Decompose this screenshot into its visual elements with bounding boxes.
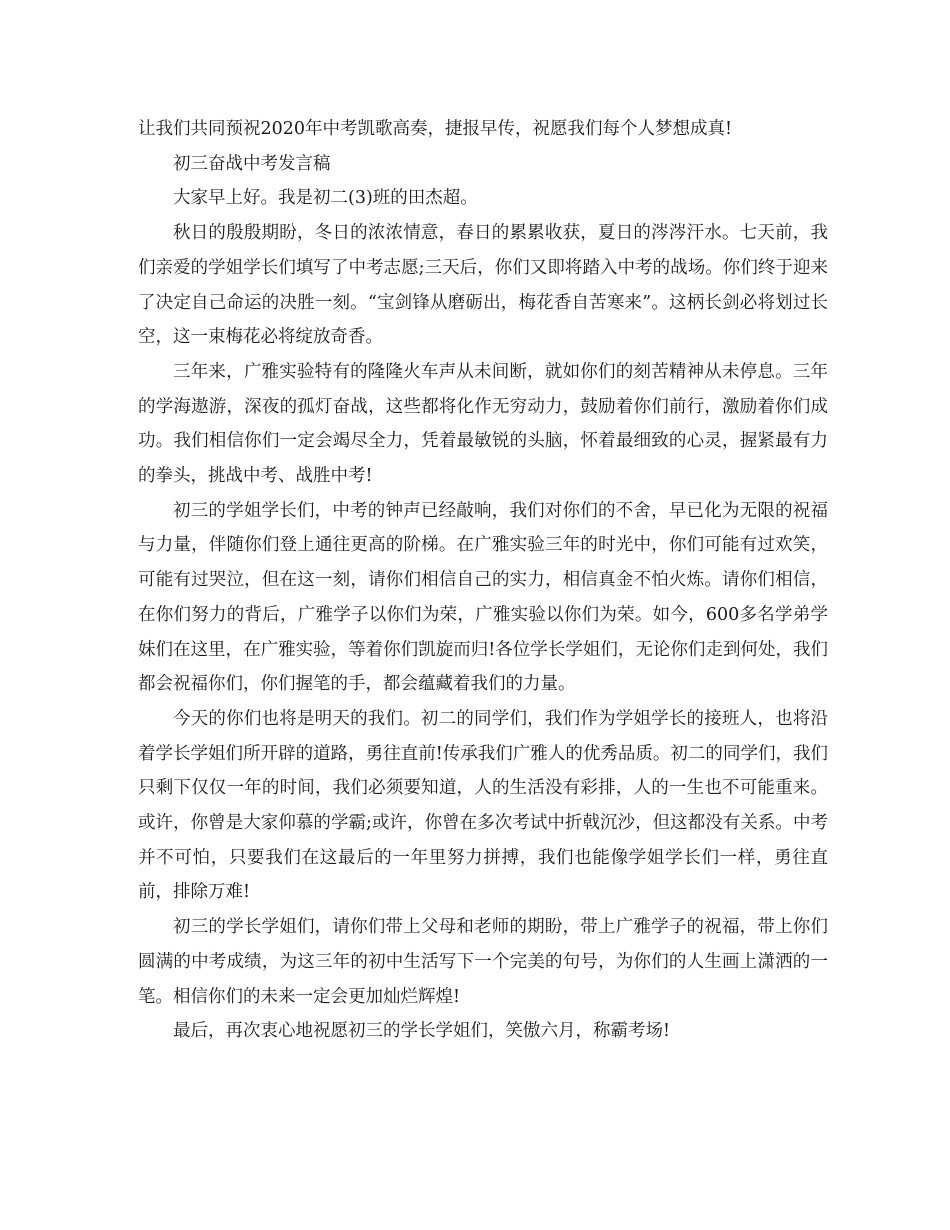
paragraph-blessing: 初三的学长学姐们，请你们带上父母和老师的期盼，带上广雅学子的祝福，带上你们圆满的中考成绩，为这三年的初中生活写下一个完美的句号，为你们的人生画上潇洒的一笔。相信你们的未来一定会更加灿烂辉煌! — [138, 917, 828, 1007]
paragraph-closing-wish: 让我们共同预祝2020年中考凯歌高奏，捷报早传，祝愿我们每个人梦想成真! — [138, 119, 733, 139]
greeting-paragraph: 大家早上好。我是初二(3)班的田杰超。 — [173, 188, 478, 209]
paragraph-final: 最后，再次衷心地祝愿初三的学长学姐们，笑傲六月，称霸考场! — [173, 1021, 671, 1042]
paragraph-seniors: 初三的学姐学长们，中考的钟声已经敲响，我们对你们的不舍，早已化为无限的祝福与力量，伴随你们登上通往更高的阶梯。在广雅实验三年的时光中，你们可能有过欢笑，可能有过哭泣，但在这一刻，请你们相信自己的实力，相信真金不怕火炼。请你们相信，在你们努力的背后，广雅学子以你们为荣，广雅实验以你们为荣。如今，600多名学弟学妹们在这里，在广雅实验，等着你们凯旋而归!各位学长学姐们，无论你们走到何处，我们都会祝福你们，你们握笔的手，都会蕴藏着我们的力量。 — [138, 500, 828, 695]
document-page — [138, 112, 828, 1049]
paragraph-grade-two: 今天的你们也将是明天的我们。初二的同学们，我们作为学姐学长的接班人，也将沿着学长学姐们所开辟的道路，勇往直前!传承我们广雅人的优秀品质。初二的同学们，我们只剩下仅仅一年的时间，我们必须要知道，人的生活没有彩排，人的一生也不可能重来。或许，你曾是大家仰慕的学霸;或许，你曾在多次考试中折戟沉沙，但这都没有关系。中考并不可怕，只要我们在这最后的一年里努力拼搏，我们也能像学姐学长们一样，勇往直前，排除万难! — [138, 708, 828, 903]
paragraph-three-years: 三年来，广雅实验特有的隆隆火车声从未间断，就如你们的刻苦精神从未停息。三年的学海遨游，深夜的孤灯奋战，这些都将化作无穷动力，鼓励着你们前行，激励着你们成功。我们相信你们一定会竭尽全力，凭着最敏锐的头脑，怀着最细致的心灵，握紧最有力的拳头，挑战中考、战胜中考! — [138, 361, 828, 487]
paragraph-seasons: 秋日的殷殷期盼，冬日的浓浓情意，春日的累累收获，夏日的涔涔汗水。七天前，我们亲爱的学姐学长们填写了中考志愿;三天后，你们又即将踏入中考的战场。你们终于迎来了决定自己命运的决胜一刻。“宝剑锋从磨砺出，梅花香自苦寒来”。这柄长剑必将划过长空，这一束梅花必将绽放奇香。 — [138, 223, 828, 348]
speech-title: 初三奋战中考发言稿 — [173, 153, 331, 174]
